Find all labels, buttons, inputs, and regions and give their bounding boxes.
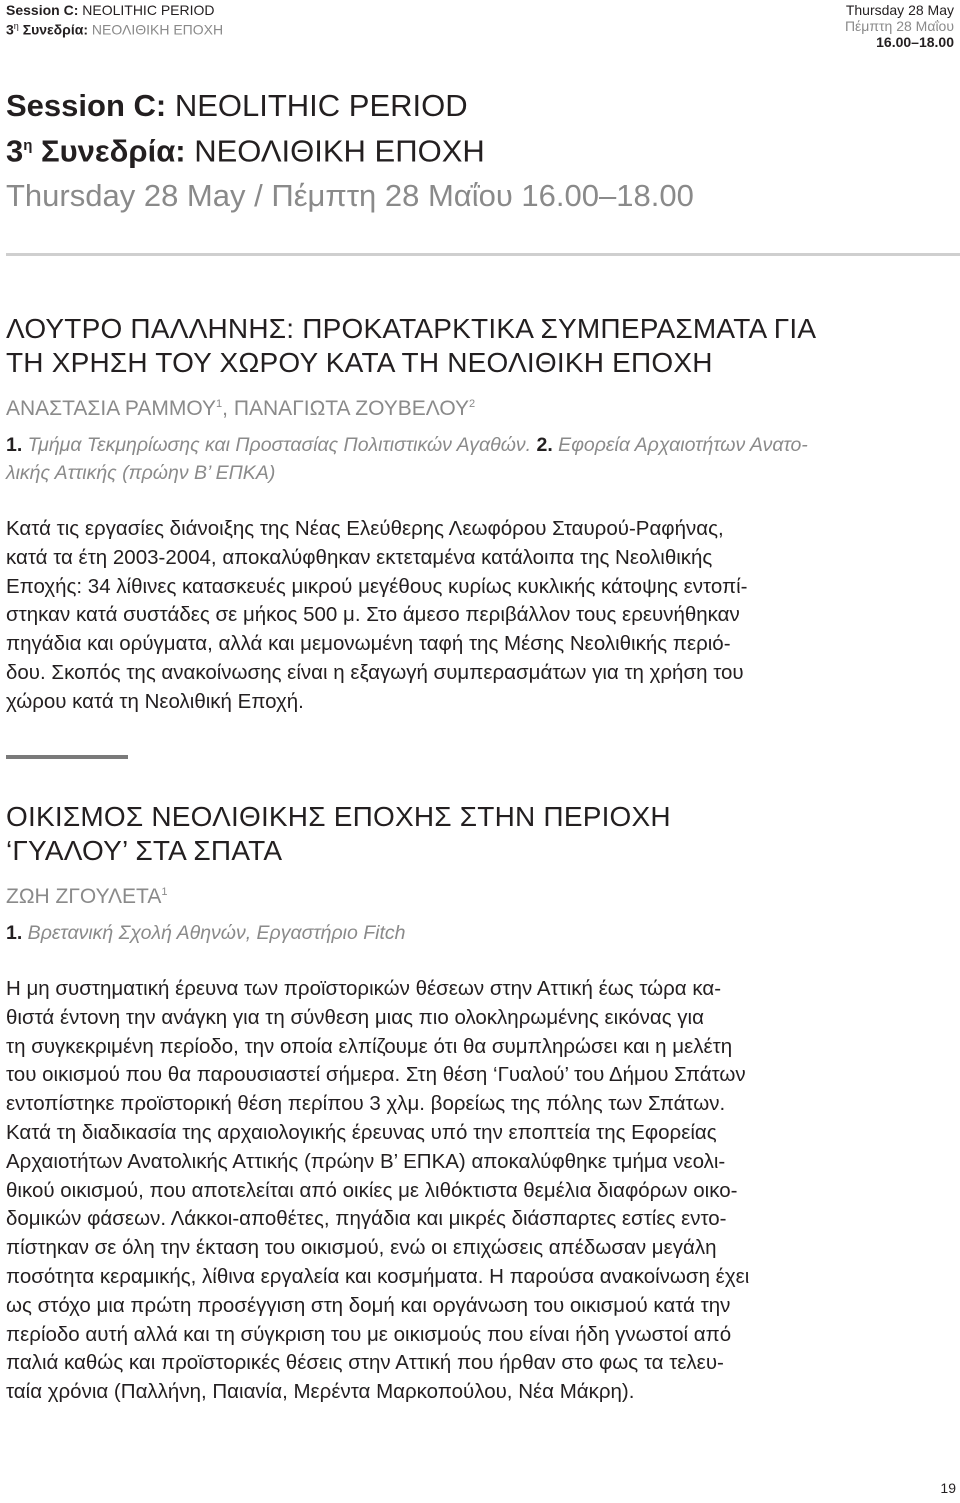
affiliation-number: 1.	[6, 922, 23, 944]
running-head-session-gr	[6, 18, 223, 38]
session-title-gr-label: Συνεδρία:	[32, 133, 186, 169]
body-line: Κατά τη διαδικασία της αρχαιολογικής έρευνας υπό την εποπτεία της Εφορείας	[6, 1120, 717, 1144]
abstract-1-authors	[6, 390, 954, 423]
body-line: Η μη συστηματική έρευνα των προϊστορικών θέσεων στην Αττική έως τώρα κα-	[6, 977, 722, 1000]
author-name: ΖΩΗ ΖΓΟΥΛΕΤΑ	[6, 885, 162, 908]
body-line: κατά τα έτη 2003-2004, αποκαλύφθηκαν εκτεταμένα κατάλοιπα της Νεολιθικής	[6, 545, 713, 569]
abstract-2	[6, 800, 954, 1407]
body-line: παλιά καθώς και προϊστορικές θέσεις στην Αττική που ήρθαν στο φως τα τελευ-	[6, 1351, 724, 1375]
body-line: στηκαν κατά συστάδες σε μήκος 500 μ. Στο άμεσο περιβάλλον τους ερευνήθηκαν	[6, 603, 740, 627]
abstract-divider	[6, 755, 128, 759]
body-line: εντοπίστηκε προϊστορική θέση περίπου 3 χλμ. βορείως της πόλης των Σπάτων.	[6, 1092, 726, 1116]
running-head-session-gr-num: 3	[6, 21, 14, 38]
affiliation-text: Τμήμα Τεκμηρίωσης και Προστασίας Πολιτιστικών Αγαθών.	[22, 434, 537, 456]
body-line: ως στόχο μια πρώτη προσέγγιση στη δομή και οργάνωση του οικισμού κατά την	[6, 1293, 731, 1317]
running-head-right	[845, 2, 954, 50]
body-line: χώρου κατά τη Νεολιθική Εποχή.	[6, 689, 304, 713]
author-name: ΠΑΝΑΓΙΩΤΑ ΖΟΥΒΕΛΟΥ	[233, 397, 469, 420]
running-head-session-label: Session C:	[6, 2, 79, 18]
abstract-2-title-line: ΟΙΚΙΣΜΟΣ ΝΕΟΛΙΘΙΚΗΣ ΕΠΟΧΗΣ ΣΤΗΝ ΠΕΡΙΟΧΗ	[6, 801, 671, 832]
body-line: ποσότητα κεραμικής, λίθινα εργαλεία και κοσμήματα. Η παρούσα ανακοίνωση έχει	[6, 1264, 750, 1288]
session-divider	[6, 253, 960, 256]
session-title-en-name: NEOLITHIC PERIOD	[166, 88, 468, 123]
body-line: του οικισμού που θα παρουσιαστεί σήμερα. Στη θέση ‘Γυαλού’ του Δήμου Σπάτων	[6, 1063, 746, 1087]
session-title-gr-name: ΝΕΟΛΙΘΙΚΗ ΕΠΟΧΗ	[185, 133, 485, 169]
body-line: θιστά έντονη την ανάγκη για τη σύνθεση μιας πιο ολοκληρωμένης εικόνας για	[6, 1005, 704, 1029]
abstract-2-title	[6, 800, 954, 868]
session-title-gr-num: 3	[6, 133, 24, 169]
abstract-1-title-line: ΛΟΥΤΡΟ ΠΑΛΛΗΝΗΣ: ΠΡΟΚΑΤΑΡΚΤΙΚΑ ΣΥΜΠΕΡΑΣΜΑΤΑ ΓΙΑ	[6, 313, 817, 344]
body-line: θικού οικισμού, που αποτελείται από οικίες με λιθόκτιστα θεμέλια διαφόρων οικο-	[6, 1178, 738, 1202]
author-affil-marker: 1	[161, 886, 168, 898]
body-line: Κατά τις εργασίες διάνοιξης της Νέας Ελεύθερης Λεωφόρου Σταυρού-Ραφήνας,	[6, 517, 724, 540]
session-header	[6, 86, 956, 219]
abstract-1-title	[6, 312, 954, 380]
abstract-2-body	[6, 975, 954, 1407]
abstract-1-affiliations	[6, 431, 954, 487]
body-line: Αρχαιοτήτων Ανατολικής Αττικής (πρώην Β’ ΕΠΚΑ) αποκαλύφθηκε τμήμα νεολι-	[6, 1149, 726, 1173]
affiliation-number: 1.	[6, 434, 23, 456]
running-head-session-gr-label: Συνεδρία:	[18, 21, 88, 38]
session-title-en-label: Session C:	[6, 88, 167, 123]
affiliation-line	[6, 919, 954, 947]
body-line: πηγάδια και ορύγματα, αλλά και μεμονωμένη ταφή της Μέσης Νεολιθικής περιό-	[6, 632, 731, 656]
running-head-session-gr-name: ΝΕΟΛΙΘΙΚΗ ΕΠΟΧΗ	[88, 21, 224, 38]
affiliation-text: Βρετανική Σχολή Αθηνών, Εργαστήριο Fitch	[22, 922, 406, 944]
affiliation-number: 2.	[536, 434, 553, 456]
running-head-time: 16.00–18.00	[876, 34, 954, 50]
affiliation-line: λικής Αττικής (πρώην Β’ ΕΠΚΑ)	[6, 462, 276, 484]
abstract-1-title-line: ΤΗ ΧΡΗΣΗ ΤΟΥ ΧΩΡΟΥ ΚΑΤΑ ΤΗ ΝΕΟΛΙΘΙΚΗ ΕΠΟΧΗ	[6, 347, 713, 378]
author-separator: ,	[222, 397, 234, 420]
session-title-gr	[6, 126, 956, 171]
running-head-session-en	[6, 2, 223, 18]
body-line: πίστηκαν σε όλη την έκταση του οικισμού, ενώ οι επιχώσεις απέδωσαν μεγάλη	[6, 1236, 717, 1260]
abstract-2-affiliations	[6, 919, 954, 947]
body-line: δου. Σκοπός της ανακοίνωσης είναι η εξαγωγή συμπερασμάτων για τη χρήση του	[6, 660, 744, 684]
author-name: ΑΝΑΣΤΑΣΙΑ ΡΑΜΜΟΥ	[6, 397, 217, 420]
body-line: δομικών φάσεων. Λάκκοι-αποθέτες, πηγάδια και μικρές διάσπαρτες εστίες εντο-	[6, 1207, 727, 1231]
session-title-gr-sup: η	[23, 137, 33, 154]
abstract-1	[6, 312, 954, 717]
running-head-date-en: Thursday 28 May	[845, 2, 954, 18]
body-line: τη συγκεκριμένη περίοδο, την οποία ελπίζουμε ότι θα συμπληρώσει και η μελέτη	[6, 1034, 733, 1058]
affiliation-text: Εφορεία Αρχαιοτήτων Ανατο-	[552, 434, 808, 456]
body-line: περίοδο αυτή αλλά και τη σύγκριση του με οικισμούς που είναι ήδη γνωστοί από	[6, 1322, 732, 1346]
abstract-2-authors	[6, 878, 954, 911]
running-head-left	[6, 2, 223, 38]
affiliation-line	[6, 431, 954, 459]
session-title-en	[6, 86, 956, 126]
author-affil-marker: 1	[216, 398, 223, 410]
running-head-session-gr-sup: η	[13, 21, 19, 31]
running-head-date-gr: Πέμπτη 28 Μαΐου	[844, 18, 954, 34]
abstract-1-body	[6, 515, 954, 717]
author-affil-marker: 2	[469, 398, 476, 410]
abstract-2-title-line: ‘ΓΥΑΛΟΥ’ ΣΤΑ ΣΠΑΤΑ	[6, 835, 283, 866]
body-line: Εποχής: 34 λίθινες κατασκευές μικρού μεγέθους κυρίως κυκλικής κάτοψης εντοπί-	[6, 574, 748, 598]
running-head-session-name: NEOLITHIC PERIOD	[78, 2, 215, 18]
session-date: Thursday 28 May / Πέμπτη 28 Μαΐου 16.00–18.00	[6, 178, 694, 214]
page-number: 19	[940, 1480, 956, 1496]
body-line: ταία χρόνια (Παλλήνη, Παιανία, Μερέντα Μαρκοπούλου, Νέα Μάκρη).	[6, 1380, 635, 1404]
